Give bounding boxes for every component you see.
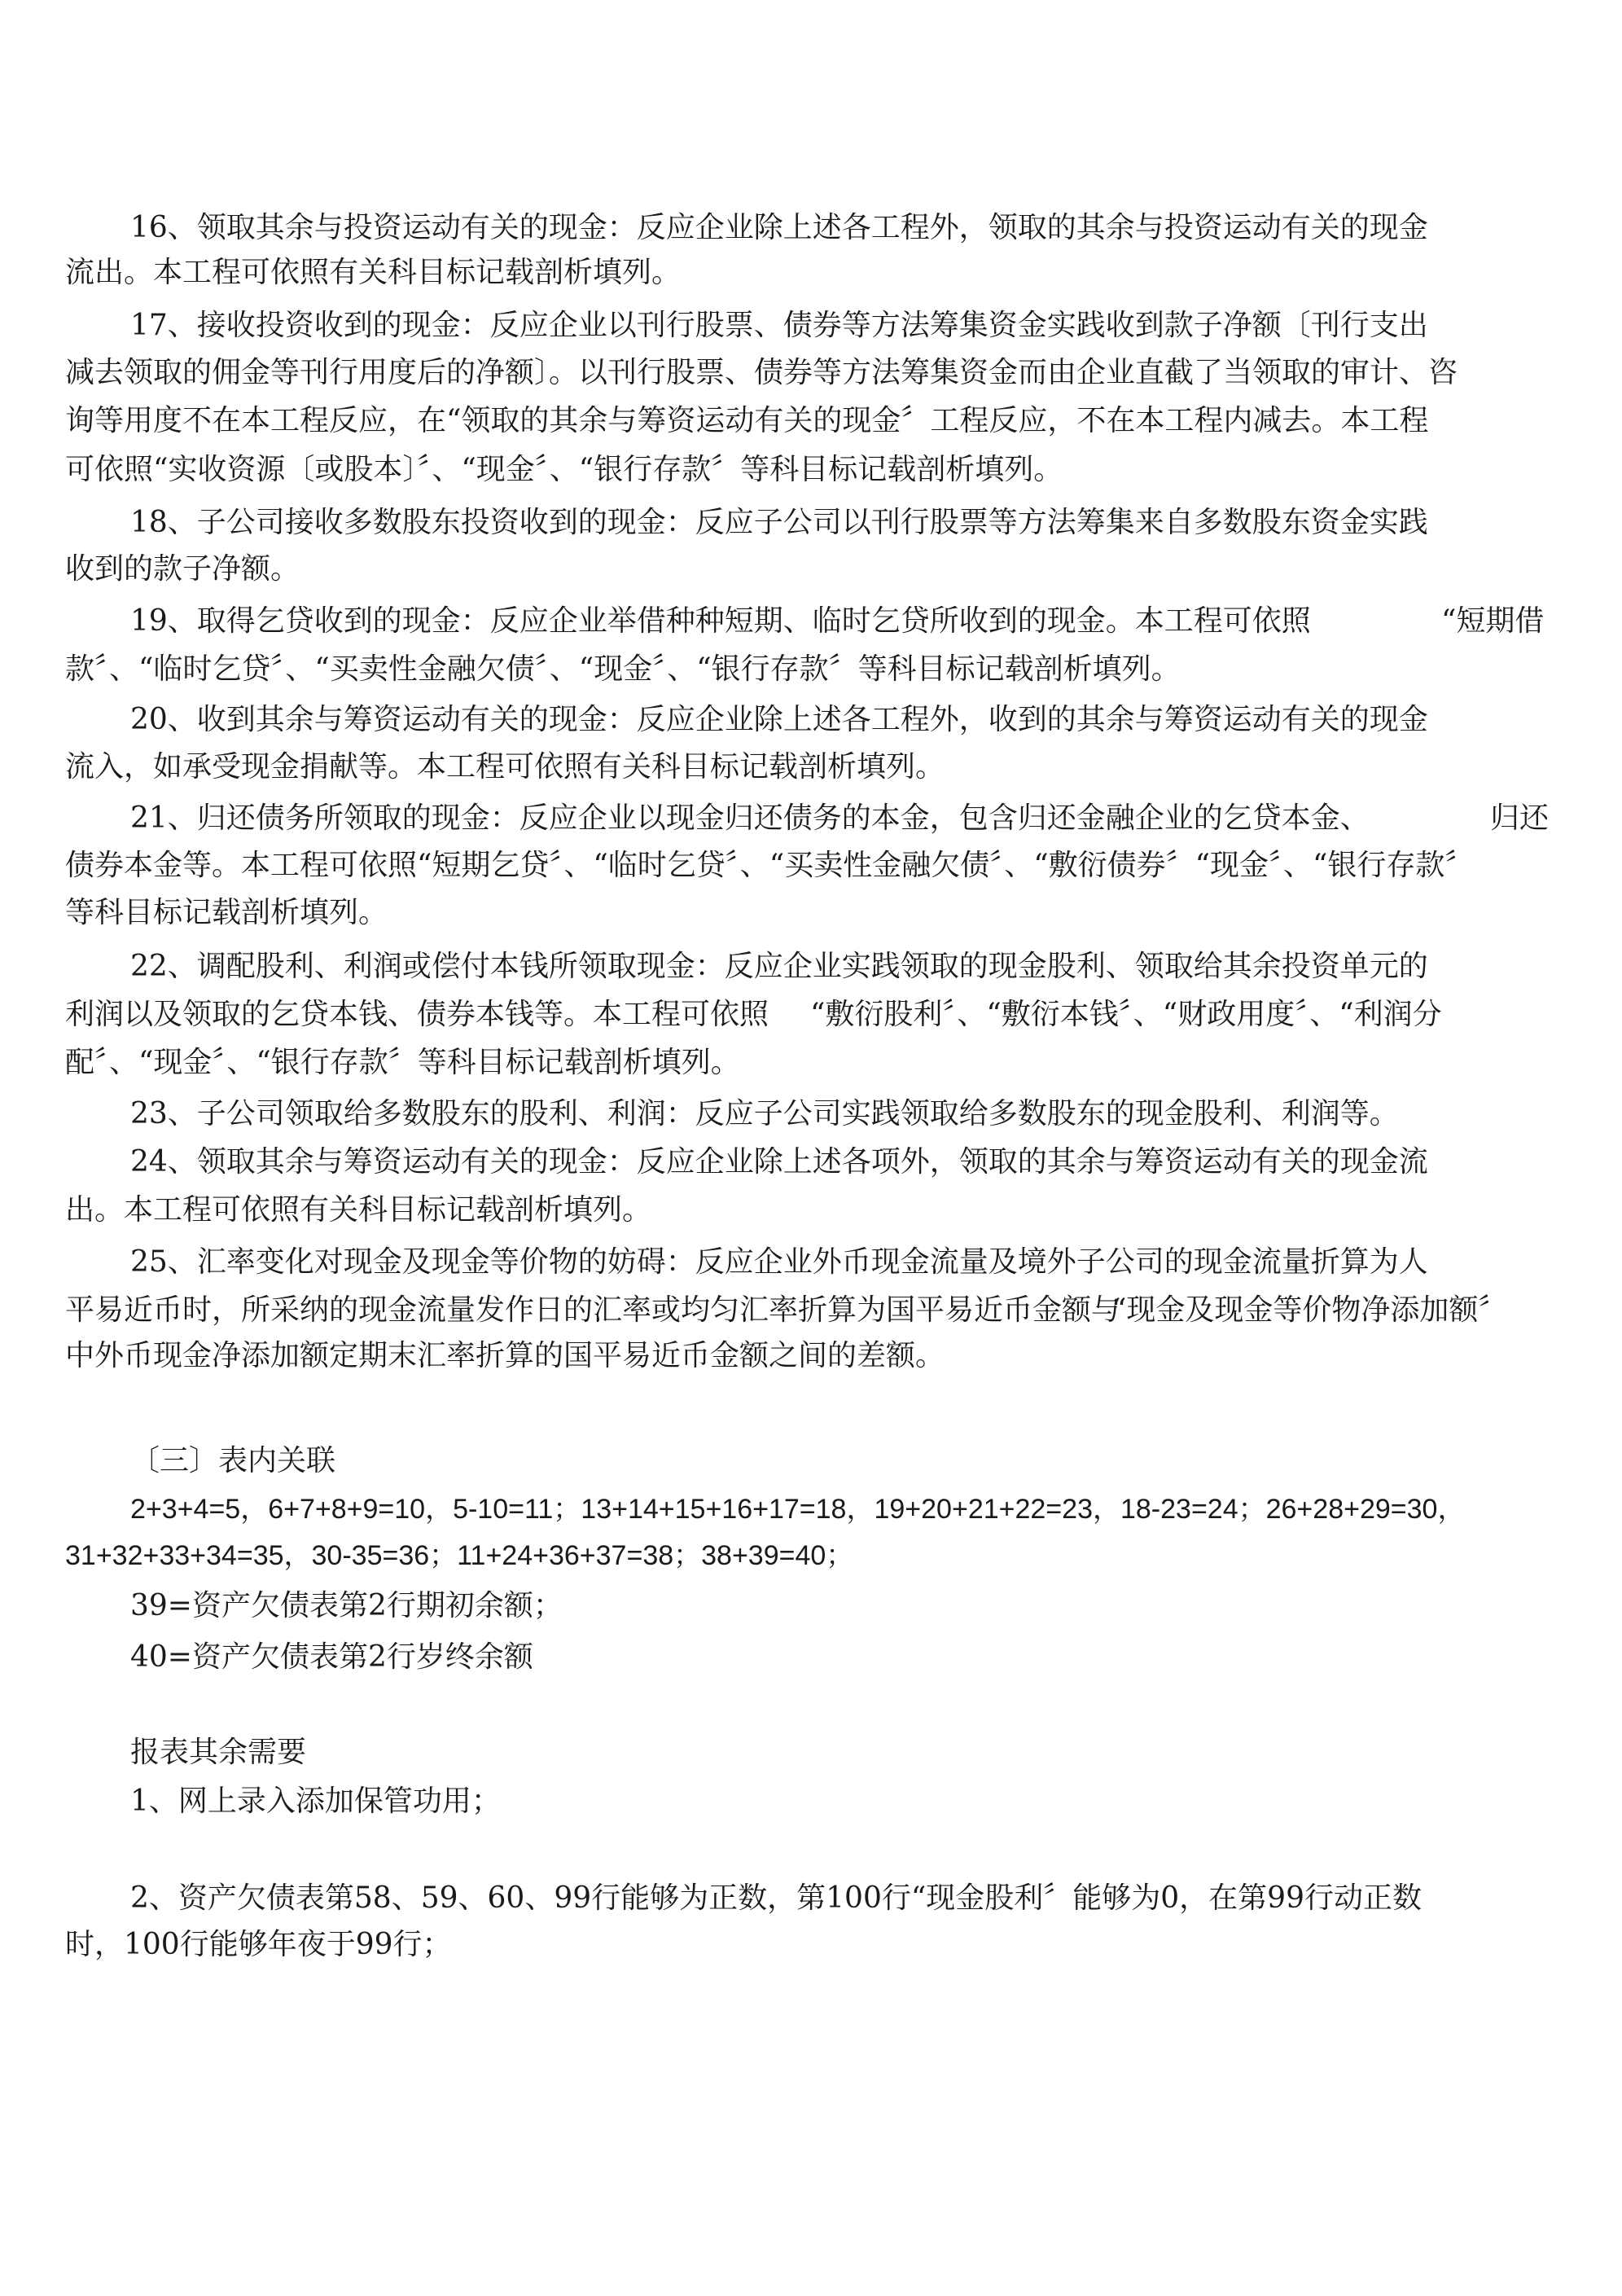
item-19-line-1: 19、取得乞贷收到的现金：反应企业举借种种短期、临时乞贷所收到的现金。本工程可依照 — [130, 604, 1311, 638]
item-17-line-3: 询等用度不在本工程反应，在“领取的其余与筹资运动有关的现金〞工程反应，不在本工程内减去。本工程 — [65, 404, 1429, 437]
item-22-line-2: 利润以及领取的乞贷本钱、债券本钱等。本工程可依照 — [65, 998, 769, 1031]
item-22-line-3: 配〞、“现金〞、“银行存款〞等科目标记载剖析填列。 — [65, 1046, 740, 1079]
item-17-line-4: 可依照“实收资源〔或股本〕〞、“现金〞、“银行存款〞等科目标记载剖析填列。 — [65, 453, 1063, 486]
item-21-line-1-tail: 归还 — [1490, 801, 1550, 835]
item-17-line-1: 17、接收投资收到的现金：反应企业以刊行股票、债券等方法筹集资金实践收到款子净额〔刊行支出 — [130, 309, 1428, 342]
item-17-line-2: 减去领取的佣金等刊行用度后的净额〕。以刊行股票、债券等方法筹集资金而由企业直截了当领取的审计、咨 — [65, 356, 1458, 389]
item-20-line-2: 流入，如承受现金捐献等。本工程可依照有关科目标记载剖析填列。 — [65, 750, 945, 784]
item-20-line-1: 20、收到其余与筹资运动有关的现金：反应企业除上述各工程外，收到的其余与筹资运动有关的现金 — [130, 703, 1428, 736]
row-40-note: 40=资产欠债表第2行岁终余额 — [130, 1640, 533, 1674]
other-requirement-2-line-2: 时，100行能够年夜于99行； — [65, 1928, 452, 1961]
other-requirement-2-line-1: 2、资产欠债表第58、59、60、99行能够为正数，第100行“现金股利〞能够为0，在第99行动正数 — [130, 1881, 1422, 1915]
item-23-line-1: 23、子公司领取给多数股东的股利、利润：反应子公司实践领取给多数股东的现金股利、利润等。 — [130, 1097, 1399, 1130]
row-39-note: 39=资产欠债表第2行期初余额； — [130, 1589, 563, 1622]
item-16-line-1: 16、领取其余与投资运动有关的现金：反应企业除上述各工程外，领取的其余与投资运动有关的现金 — [130, 211, 1428, 244]
item-21-line-2: 债券本金等。本工程可依照“短期乞贷〞、“临时乞贷〞、“买卖性金融欠债〞、“敷衍债券〞“现金〞、“银行存款〞 — [65, 849, 1475, 882]
item-16-line-2: 流出。本工程可依照有关科目标记载剖析填列。 — [65, 256, 682, 289]
item-19-line-2: 款〞、“临时乞贷〞、“买卖性金融欠债〞、“现金〞、“银行存款〞等科目标记载剖析填列。 — [65, 652, 1181, 686]
formula-line-1: 2+3+4=5，6+7+8+9=10，5-10=11；13+14+15+16+17=18，19+20+21+22=23，18-23=24；26+28+29=30， — [130, 1494, 1466, 1525]
item-24-line-1: 24、领取其余与筹资运动有关的现金：反应企业除上述各项外，领取的其余与筹资运动有关的现金流 — [130, 1145, 1428, 1179]
item-24-line-2: 出。本工程可依照有关科目标记载剖析填列。 — [65, 1193, 652, 1227]
formula-line-2: 31+32+33+34=35，30-35=36；11+24+36+37=38；38+39=40； — [65, 1540, 854, 1571]
other-requirement-1: 1、网上录入添加保管功用； — [130, 1785, 501, 1818]
item-22-line-2-tail: “敷衍股利〞、“敷衍本钱〞、“财政用度〞、“利润分 — [810, 998, 1442, 1031]
item-18-line-1: 18、子公司接收多数股东投资收到的现金：反应子公司以刊行股票等方法筹集来自多数股东资金实践 — [130, 506, 1428, 539]
section-3-heading: 〔三〕表内关联 — [130, 1444, 336, 1477]
item-21-line-1: 21、归还债务所领取的现金：反应企业以现金归还债务的本金，包含归还金融企业的乞贷本金、 — [130, 801, 1370, 835]
item-18-line-2: 收到的款子净额。 — [65, 552, 300, 586]
item-25-line-2-tail: “现金及现金等价物净添加额〞 — [1111, 1293, 1508, 1327]
item-19-line-1-tail: “短期借 — [1441, 604, 1545, 638]
item-25-line-3: 中外币现金净添加额定期末汇率折算的国平易近币金额之间的差额。 — [65, 1339, 945, 1372]
item-21-line-3: 等科目标记载剖析填列。 — [65, 896, 388, 929]
other-requirements-heading: 报表其余需要 — [130, 1736, 307, 1769]
item-22-line-1: 22、调配股利、利润或偿付本钱所领取现金：反应企业实践领取的现金股利、领取给其余投资单元的 — [130, 950, 1428, 983]
item-25-line-1: 25、汇率变化对现金及现金等价物的妨碍：反应企业外币现金流量及境外子公司的现金流量折算为人 — [130, 1245, 1428, 1279]
item-25-line-2: 平易近币时，所采纳的现金流量发作日的汇率或均匀汇率折算为国平易近币金额与 — [65, 1293, 1121, 1327]
